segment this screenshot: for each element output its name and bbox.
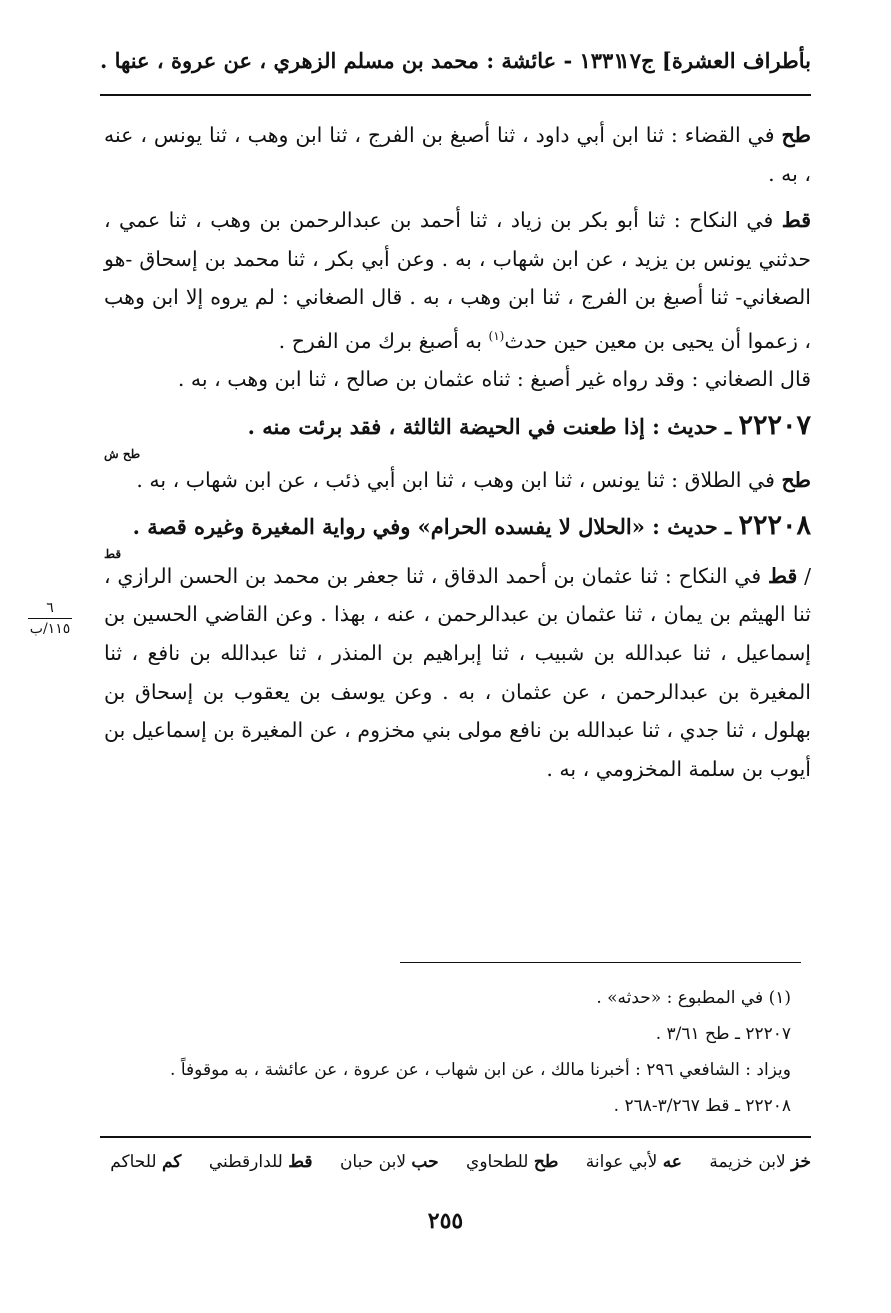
folio-divider: [28, 618, 72, 619]
footnote-line: (١) في المطبوع : «حدثه» .: [596, 988, 791, 1008]
hadith-number: ٢٢٢٠٧: [738, 409, 811, 441]
abbr-label: للطحاوي: [466, 1152, 529, 1172]
paragraph-saghani: [104, 360, 811, 399]
abbr-key: كم: [161, 1152, 182, 1172]
footnote-rule: [400, 962, 801, 963]
source-abbr: طح: [781, 123, 811, 147]
hadith-text: ـ حديث : إذا طعنت في الحيضة الثالثة ، فقد برئت منه .: [247, 413, 739, 439]
abbr-item: [586, 1152, 682, 1172]
footnote-ref: (١): [488, 328, 505, 343]
footnote-line: ٢٢٢٠٨ ـ قط ٣/٢٦٧-٢٦٨ .: [613, 1096, 791, 1116]
abbr-key: طح: [533, 1152, 559, 1172]
header-book-title: بأطراف العشرة] ج١٧: [618, 48, 811, 73]
abbr-item: [340, 1152, 439, 1172]
page-number: ٢٥٥: [427, 1208, 464, 1234]
hadith-text: ـ حديث : «الحلال لا يفسده الحرام» وفي رواية المغيرة وغيره قصة .: [132, 514, 739, 540]
paragraph-text: في القضاء : ثنا ابن أبي داود ، ثنا أصبغ بن الفرج ، ثنا ابن وهب ، ثنا يونس ، عنه ، به .: [104, 123, 811, 186]
abbr-label: لأبي عوانة: [585, 1152, 658, 1172]
hadith-source-tag: طح ش: [104, 446, 141, 461]
abbr-item: [466, 1152, 558, 1172]
header-section-title: ١٣٣١ - عائشة : محمد بن مسلم الزهري ، عن عروة ، عنها .: [100, 48, 625, 73]
hadith-heading-22207: [104, 407, 811, 447]
abbreviations-rule: [100, 1136, 811, 1138]
source-abbr: طح: [781, 467, 811, 492]
footnotes: [120, 980, 791, 1124]
source-abbr: قط: [768, 563, 798, 588]
paragraph-text: في النكاح : ثنا عثمان بن أحمد الدقاق ، ثنا جعفر بن محمد بن الحسن الرازي ، ثنا الهيثم بن يمان ، ثنا عثمان بن عبدالرحمن ، عنه ، بهذا . وعن القاضي الحسين بن إسماعيل ، ثنا عبدالله بن شبيب ، ثنا إبراهيم بن المنذر ، ثنا عبدالله بن نافع ، ثنا المغيرة بن عبدالرحمن ، عن عثمان ، به . وعن يوسف بن يعقوب بن إسحاق بن بهلول ، ثنا جدي ، ثنا عبدالله بن نافع مولى بني مخزوم ، عن المغيرة بن إسماعيل بن أيوب بن سلمة المخزومي ، به .: [104, 563, 812, 781]
hadith-tag-row: [104, 447, 811, 461]
paragraph-text: قال الصغاني : وقد رواه غير أصبغ : ثناه عثمان بن صالح ، ثنا ابن وهب ، به .: [177, 367, 811, 392]
hadith-number: ٢٢٢٠٨: [738, 510, 811, 542]
hadith-source-tag: قط: [104, 546, 122, 561]
abbr-item: [110, 1152, 181, 1172]
abbr-key: حب: [411, 1152, 439, 1172]
paragraph-tahawi-talaq: [104, 461, 811, 500]
source-abbr: قط: [781, 208, 811, 233]
header-rule: [100, 94, 811, 96]
manuscript-folio-note: [20, 600, 80, 637]
abbr-key: خز: [791, 1152, 811, 1172]
running-header: [100, 48, 811, 82]
folio-bottom: ١١٥/ب: [29, 621, 71, 637]
abbr-label: لابن خزيمة: [709, 1152, 786, 1172]
folio-top: ٦: [46, 600, 54, 616]
hadith-heading-22208: [104, 507, 811, 547]
hadith-tag-row: [104, 546, 811, 561]
abbr-item: [709, 1152, 811, 1172]
paragraph-text: في الطلاق : ثنا يونس ، ثنا ابن وهب ، ثنا ابن أبي ذئب ، عن ابن شهاب ، به .: [136, 467, 782, 492]
abbr-label: للحاكم: [110, 1152, 157, 1172]
manuscript-marker: /: [797, 563, 811, 588]
abbr-item: [209, 1152, 313, 1172]
abbr-key: قط: [288, 1152, 313, 1172]
abbr-key: عه: [662, 1152, 682, 1172]
main-text: [104, 116, 811, 796]
abbr-label: للدارقطني: [208, 1152, 283, 1172]
paragraph-daraqutni-nikah: [104, 201, 811, 360]
paragraph-text: في النكاح : ثنا أبو بكر بن زياد ، ثنا أحمد بن عبدالرحمن بن وهب ، ثنا عمي ، حدثني يونس بن يزيد ، عن ابن شهاب ، به . وعن أبي بكر ، ثنا محمد بن إسحاق -هو الصغاني- ثنا أصبغ بن الفرج ، ثنا ابن وهب ، به . قال الصغاني : لم يروه إلا ابن وهب ، زعموا أن يحيى بن معين حين حدث: [104, 208, 811, 353]
paragraph-daraqutni-nikah-2: [104, 557, 811, 789]
abbr-label: لابن حبان: [339, 1152, 407, 1172]
footnote-line: ويزاد : الشافعي ٢٩٦ : أخبرنا مالك ، عن ابن شهاب ، عن عروة ، عن عائشة ، به موقوفاً .: [170, 1060, 791, 1080]
paragraph-tahawi-qada: [104, 116, 811, 193]
paragraph-text: به أصبغ برك من الفرح .: [278, 328, 489, 353]
footnote-line: ٢٢٢٠٧ ـ طح ٣/٦١ .: [655, 1024, 791, 1044]
abbreviations-legend: [100, 1152, 811, 1172]
